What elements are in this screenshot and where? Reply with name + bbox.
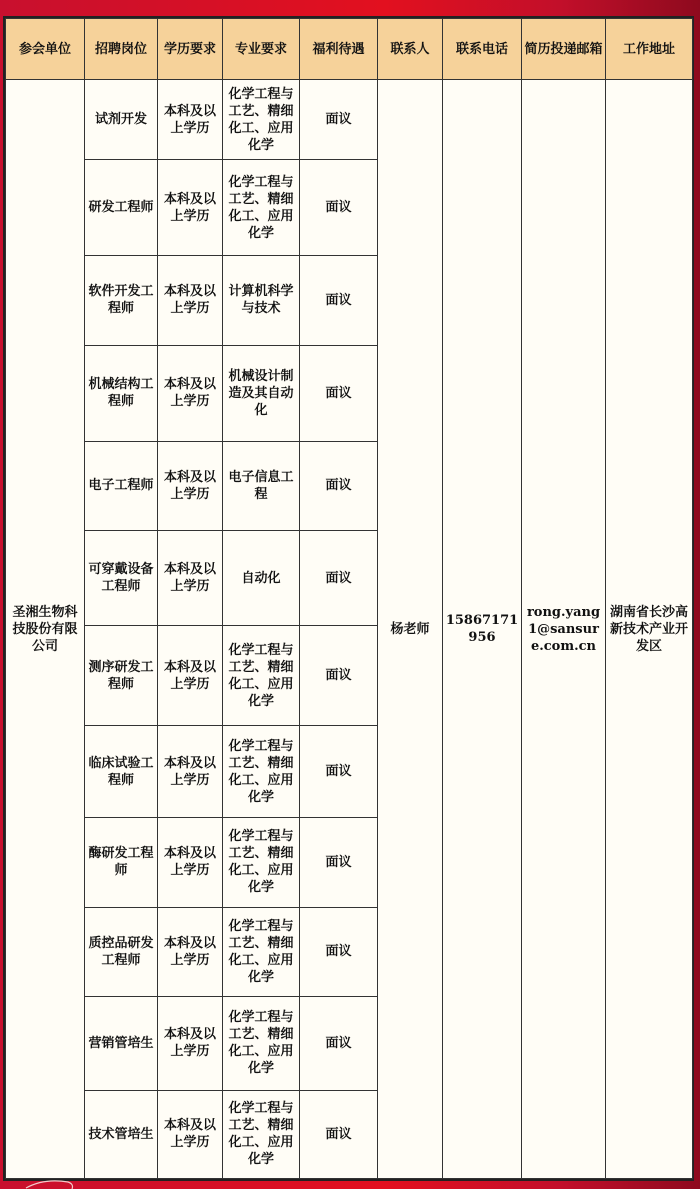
email-cell: rong.yang1@sansure.com.cn	[522, 80, 606, 1179]
education-cell: 本科及以上学历	[158, 346, 223, 441]
header-company: 参会单位	[6, 19, 85, 80]
major-cell: 化学工程与工艺、精细化工、应用化学	[223, 626, 300, 725]
position-cell: 试剂开发	[85, 80, 158, 160]
major-cell: 化学工程与工艺、精细化工、应用化学	[223, 1090, 300, 1178]
benefits-cell: 面议	[300, 626, 378, 725]
benefits-cell: 面议	[300, 725, 378, 817]
education-cell: 本科及以上学历	[158, 80, 223, 160]
education-cell: 本科及以上学历	[158, 531, 223, 626]
address-cell: 湖南省长沙高新技术产业开发区	[606, 80, 693, 1179]
phone-cell: 15867171956	[443, 80, 522, 1179]
benefits-cell: 面议	[300, 1090, 378, 1178]
benefits-cell: 面议	[300, 80, 378, 160]
header-email: 简历投递邮箱	[522, 19, 606, 80]
benefits-cell: 面议	[300, 346, 378, 441]
header-benefits: 福利待遇	[300, 19, 378, 80]
position-cell: 质控品研发工程师	[85, 907, 158, 996]
position-cell: 营销管培生	[85, 997, 158, 1090]
education-cell: 本科及以上学历	[158, 818, 223, 907]
position-cell: 软件开发工程师	[85, 255, 158, 345]
header-education: 学历要求	[158, 19, 223, 80]
company-cell: 圣湘生物科技股份有限公司	[6, 80, 85, 1179]
decorative-swirl	[24, 1176, 84, 1189]
education-cell: 本科及以上学历	[158, 997, 223, 1090]
major-cell: 化学工程与工艺、精细化工、应用化学	[223, 80, 300, 160]
position-cell: 技术管培生	[85, 1090, 158, 1178]
header-major: 专业要求	[223, 19, 300, 80]
education-cell: 本科及以上学历	[158, 1090, 223, 1178]
contact-cell: 杨老师	[378, 80, 443, 1179]
education-cell: 本科及以上学历	[158, 160, 223, 255]
major-cell: 化学工程与工艺、精细化工、应用化学	[223, 997, 300, 1090]
recruitment-table-container	[3, 16, 694, 1181]
benefits-cell: 面议	[300, 160, 378, 255]
header-position: 招聘岗位	[85, 19, 158, 80]
header-address: 工作地址	[606, 19, 693, 80]
major-cell: 机械设计制造及其自动化	[223, 346, 300, 441]
major-cell: 化学工程与工艺、精细化工、应用化学	[223, 725, 300, 817]
recruitment-table	[5, 18, 693, 1179]
education-cell: 本科及以上学历	[158, 255, 223, 345]
education-cell: 本科及以上学历	[158, 725, 223, 817]
table-row	[6, 80, 693, 160]
education-cell: 本科及以上学历	[158, 626, 223, 725]
benefits-cell: 面议	[300, 997, 378, 1090]
education-cell: 本科及以上学历	[158, 907, 223, 996]
major-cell: 电子信息工程	[223, 441, 300, 530]
education-cell: 本科及以上学历	[158, 441, 223, 530]
position-cell: 酶研发工程师	[85, 818, 158, 907]
position-cell: 研发工程师	[85, 160, 158, 255]
major-cell: 自动化	[223, 531, 300, 626]
header-phone: 联系电话	[443, 19, 522, 80]
major-cell: 化学工程与工艺、精细化工、应用化学	[223, 160, 300, 255]
benefits-cell: 面议	[300, 907, 378, 996]
header-contact: 联系人	[378, 19, 443, 80]
benefits-cell: 面议	[300, 531, 378, 626]
benefits-cell: 面议	[300, 818, 378, 907]
position-cell: 电子工程师	[85, 441, 158, 530]
position-cell: 临床试验工程师	[85, 725, 158, 817]
position-cell: 机械结构工程师	[85, 346, 158, 441]
header-row	[6, 19, 693, 80]
position-cell: 可穿戴设备工程师	[85, 531, 158, 626]
table-body	[6, 80, 693, 1179]
benefits-cell: 面议	[300, 255, 378, 345]
major-cell: 化学工程与工艺、精细化工、应用化学	[223, 818, 300, 907]
position-cell: 测序研发工程师	[85, 626, 158, 725]
major-cell: 计算机科学与技术	[223, 255, 300, 345]
major-cell: 化学工程与工艺、精细化工、应用化学	[223, 907, 300, 996]
benefits-cell: 面议	[300, 441, 378, 530]
